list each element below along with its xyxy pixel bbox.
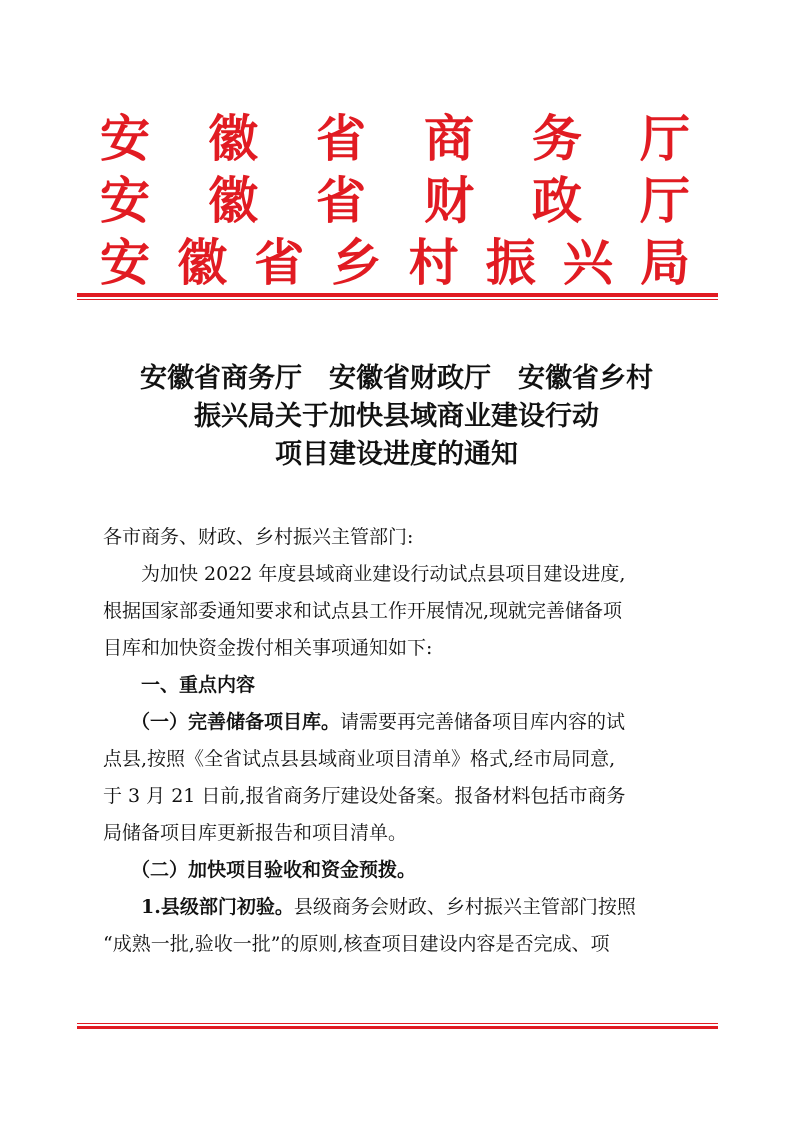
item-heading: （一）完善储备项目库。 bbox=[131, 711, 341, 733]
header-char: 乡 bbox=[331, 233, 382, 292]
body-line: “成熟一批,验收一批”的原则,核查项目建设内容是否完成、项 bbox=[103, 933, 610, 955]
header-char: 振 bbox=[485, 233, 536, 292]
agency-header bbox=[100, 110, 690, 296]
body-line: 于 3 月 21 日前,报省商务厅建设处备案。报备材料包括市商务 bbox=[103, 785, 626, 807]
header-char: 徽 bbox=[177, 233, 228, 292]
body-line: 为加快 2022 年度县域商业建设行动试点县项目建设进度, bbox=[141, 563, 626, 585]
header-char: 省 bbox=[254, 233, 305, 292]
header-char: 省 bbox=[316, 109, 366, 168]
header-line-commerce bbox=[100, 110, 690, 172]
header-char: 安 bbox=[100, 233, 150, 292]
item-line bbox=[103, 889, 690, 926]
header-char: 安 bbox=[100, 171, 150, 230]
header-char: 局 bbox=[639, 233, 690, 292]
header-char: 徽 bbox=[208, 109, 258, 168]
header-char: 兴 bbox=[562, 233, 613, 292]
item-heading: （二）加快项目验收和资金预拨。 bbox=[131, 859, 417, 881]
header-char: 村 bbox=[408, 233, 459, 292]
header-divider bbox=[77, 293, 718, 300]
header-char: 安 bbox=[100, 109, 150, 168]
item-line bbox=[103, 704, 690, 741]
body-line: 目库和加快资金拨付相关事项通知如下: bbox=[103, 637, 433, 659]
header-char: 省 bbox=[316, 171, 366, 230]
body-line: 点县,按照《全省试点县县域商业项目清单》格式,经市局同意, bbox=[103, 748, 616, 770]
header-char: 政 bbox=[532, 171, 582, 230]
body-text: 县级商务会财政、乡村振兴主管部门按照 bbox=[293, 896, 636, 918]
title-line: 项目建设进度的通知 bbox=[275, 439, 518, 470]
section-heading: 一、重点内容 bbox=[141, 674, 256, 696]
header-char: 徽 bbox=[208, 171, 258, 230]
body-line: 根据国家部委通知要求和试点县工作开展情况,现就完善储备项 bbox=[103, 600, 623, 622]
title-line: 安徽省商务厅 安徽省财政厅 安徽省乡村 bbox=[140, 363, 653, 394]
header-line-finance bbox=[100, 172, 690, 234]
header-char: 商 bbox=[424, 109, 474, 168]
body-line: 局储备项目库更新报告和项目清单。 bbox=[103, 822, 408, 844]
document-title bbox=[60, 360, 733, 474]
header-line-rural bbox=[100, 234, 690, 296]
header-char: 厅 bbox=[640, 171, 690, 230]
header-char: 财 bbox=[424, 171, 474, 230]
header-char: 厅 bbox=[640, 109, 690, 168]
title-line: 振兴局关于加快县域商业建设行动 bbox=[194, 401, 599, 432]
document-body bbox=[103, 519, 690, 963]
subitem-heading: 1.县级部门初验。 bbox=[141, 896, 294, 918]
footer-divider bbox=[77, 1023, 718, 1029]
body-text: 请需要再完善储备项目库内容的试 bbox=[340, 711, 626, 733]
header-char: 务 bbox=[532, 109, 582, 168]
addressee: 各市商务、财政、乡村振兴主管部门: bbox=[103, 526, 414, 548]
